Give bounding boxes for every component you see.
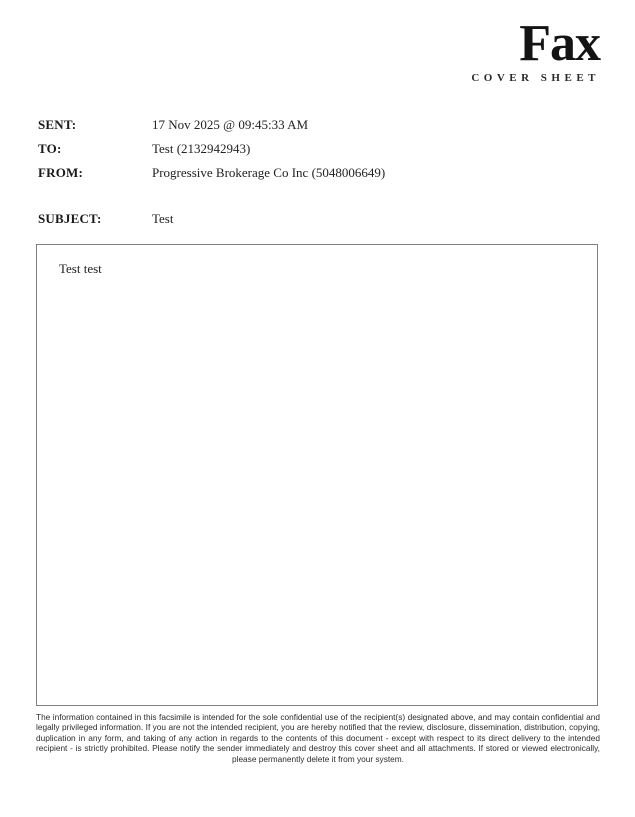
to-label: TO: — [38, 141, 62, 156]
fax-title: Fax — [519, 15, 600, 72]
subject-label: SUBJECT: — [38, 211, 102, 226]
sent-row — [38, 118, 598, 132]
fax-subtitle: COVER SHEET — [471, 72, 600, 84]
subject-row — [38, 212, 598, 226]
sent-value: 17 Nov 2025 @ 09:45:33 AM — [152, 117, 309, 132]
message-box — [36, 244, 598, 706]
fax-header — [471, 15, 600, 84]
sent-label: SENT: — [38, 117, 77, 132]
from-row — [38, 166, 598, 180]
subject-value: Test — [152, 211, 174, 226]
from-value: Progressive Brokerage Co Inc (5048006649) — [152, 165, 386, 180]
to-row — [38, 142, 598, 156]
to-value: Test (2132942943) — [152, 141, 251, 156]
fax-meta-fields — [38, 118, 598, 236]
message-text: Test test — [59, 261, 102, 276]
footer-disclaimer: The information contained in this facsimile is intended for the sole confidential use of the recipient(s) designated above, and may contain confidential and legally privileged information. If you are not the intended recipient, you are hereby notified that the review, disclosure, dissemination, distribution, copying, duplication in any form, and taking of any action in regards to the contents of this document - except with respect to its direct delivery to the intended recipient - is strictly prohibited. Please notify the sender immediately and destroy this cover sheet and all attachments. If stored or viewed electronically, please permanently delete it from your system. — [36, 712, 600, 764]
from-label: FROM: — [38, 165, 84, 180]
